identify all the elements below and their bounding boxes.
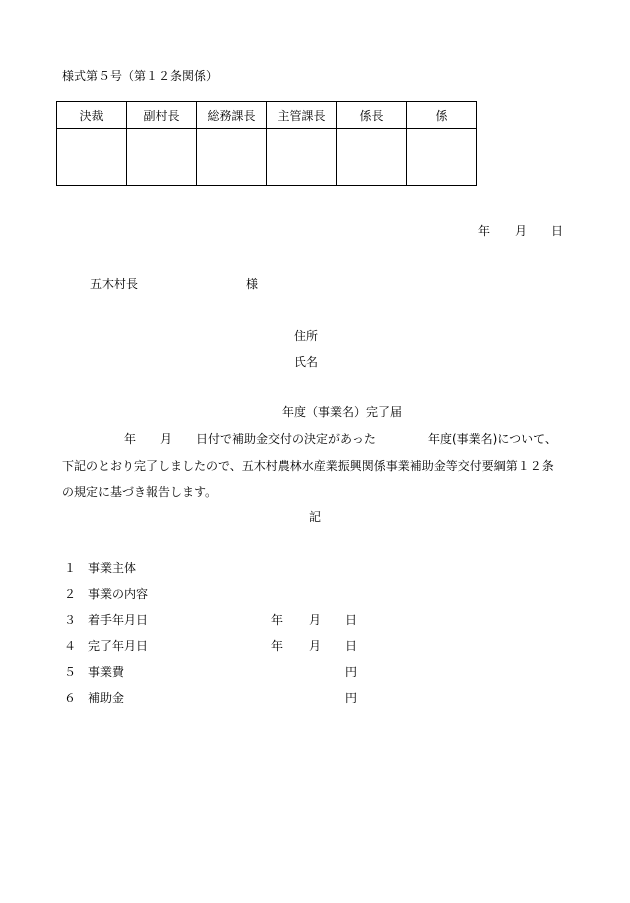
item-label: 事業主体	[88, 561, 137, 575]
item-unit: 円	[345, 691, 358, 705]
item-day: 日	[345, 613, 358, 627]
approval-header-kessai: 決裁	[57, 102, 127, 129]
item-label: 完了年月日	[88, 639, 149, 653]
item-label: 補助金	[88, 691, 125, 705]
item-year: 年	[271, 613, 284, 627]
item-number: ３	[64, 613, 77, 627]
addressee-honorific: 様	[246, 277, 259, 291]
item-month: 月	[309, 613, 322, 627]
approval-table	[56, 101, 477, 186]
approval-stamp-cell	[407, 129, 477, 186]
body-line3: の規定に基づき報告します。	[62, 485, 218, 499]
applicant-address-label: 住所	[294, 329, 319, 343]
approval-stamp-cell	[267, 129, 337, 186]
item-number: ５	[64, 665, 77, 679]
approval-table-header-row	[57, 102, 477, 129]
date-year: 年	[478, 224, 491, 238]
item-number: １	[64, 561, 77, 575]
approval-header-deputy-mayor: 副村長	[127, 102, 197, 129]
document-title: 年度（事業名）完了届	[282, 405, 403, 419]
item-number: ６	[64, 691, 77, 705]
item-year: 年	[271, 639, 284, 653]
body-month: 月	[160, 432, 173, 446]
item-number: ４	[64, 639, 77, 653]
form-label: 様式第５号（第１２条関係）	[62, 69, 219, 83]
date-month: 月	[515, 224, 528, 238]
ki-heading: 記	[309, 510, 322, 524]
item-label: 事業費	[88, 665, 125, 679]
item-month: 月	[309, 639, 322, 653]
item-number: ２	[64, 587, 77, 601]
body-year: 年	[124, 432, 137, 446]
date-day: 日	[551, 224, 564, 238]
body-line1-end: 年度(事業名)について、	[428, 432, 557, 446]
item-label: 着手年月日	[88, 613, 149, 627]
applicant-name-label: 氏名	[294, 355, 319, 369]
approval-stamp-cell	[57, 129, 127, 186]
approval-header-section-chief: 係長	[337, 102, 407, 129]
item-day: 日	[345, 639, 358, 653]
approval-stamp-cell	[337, 129, 407, 186]
approval-header-general-affairs-chief: 総務課長	[197, 102, 267, 129]
body-line1-rest: 日付で補助金交付の決定があった	[196, 432, 376, 446]
approval-header-staff: 係	[407, 102, 477, 129]
approval-stamp-cell	[197, 129, 267, 186]
approval-stamp-cell	[127, 129, 197, 186]
approval-table-stamp-row	[57, 129, 477, 186]
addressee-title: 五木村長	[90, 277, 139, 291]
item-unit: 円	[345, 665, 358, 679]
body-line2: 下記のとおり完了しましたので、五木村農林水産業振興関係事業補助金等交付要綱第１２条	[62, 459, 554, 473]
item-label: 事業の内容	[88, 587, 149, 601]
approval-header-department-chief: 主管課長	[267, 102, 337, 129]
